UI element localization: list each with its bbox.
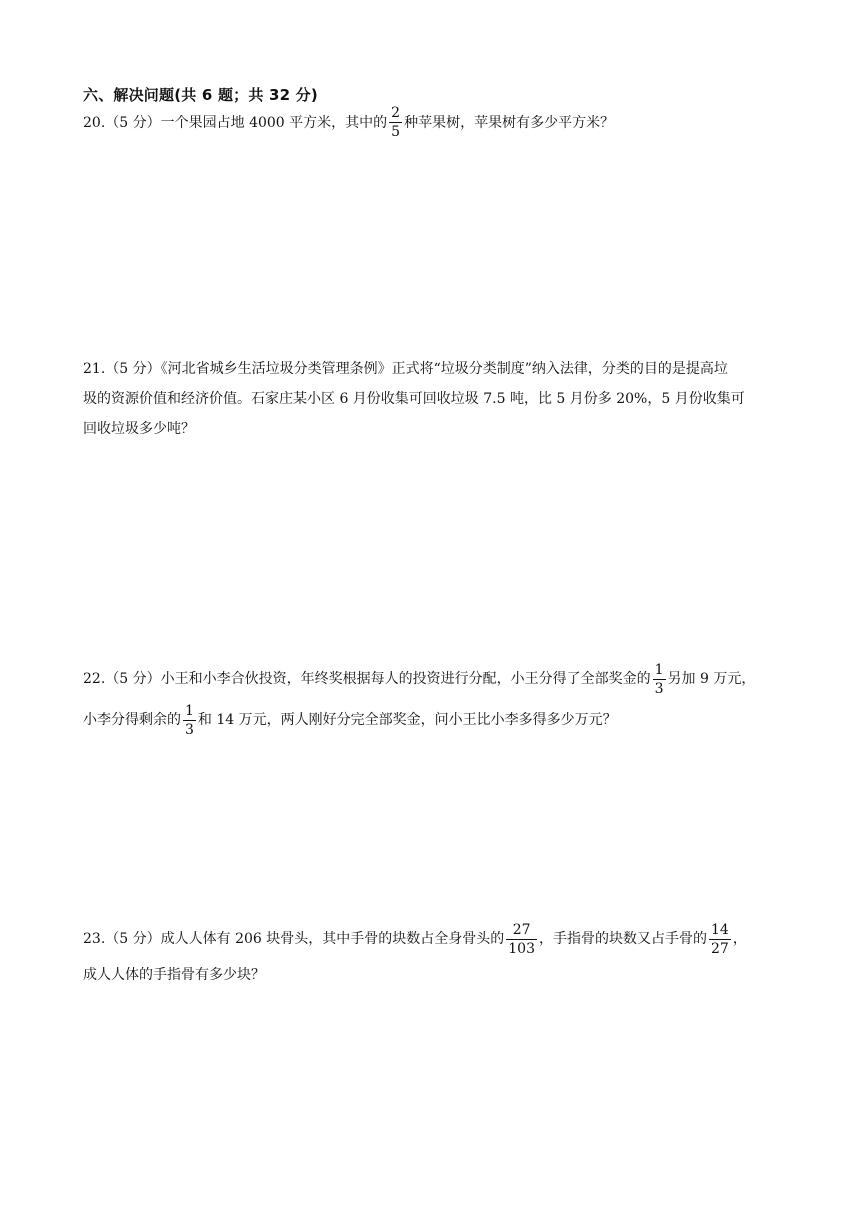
question-22 — [83, 660, 805, 742]
question-23-text-mid: ，手指骨的块数又占手骨的 — [538, 931, 707, 947]
fraction-numerator: 1 — [185, 702, 194, 719]
question-22-line-1 — [83, 660, 755, 698]
question-22-fraction-2 — [183, 703, 196, 738]
fraction-numerator: 2 — [391, 105, 401, 121]
question-22-text-start: 22.（5 分）小王和小李合伙投资，年终奖根据每人的投资进行分配，小王分得了全部奖金的 — [83, 671, 651, 687]
fraction-numerator: 14 — [710, 921, 729, 938]
question-23-text-start: 23.（5 分）成人人体有 206 块骨头，其中手骨的块数占全身骨头的 — [83, 931, 505, 947]
fraction-denominator: 27 — [710, 940, 729, 957]
question-20-text-start: 20.（5 分）一个果园占地 4000 平方米，其中的 — [83, 114, 388, 131]
question-20-fraction — [389, 105, 402, 140]
question-23-fraction-2 — [709, 922, 731, 957]
fraction-denominator: 5 — [391, 124, 401, 140]
section-title: 六、解决问题(共 6 题；共 32 分) — [83, 86, 318, 104]
question-21-line-1: 21.（5 分）《河北省城乡生活垃圾分类管理条例》正式将“垃圾分类制度”纳入法律，分类的目的是提高垃 — [83, 361, 728, 377]
question-23 — [83, 918, 805, 990]
fraction-numerator: 27 — [512, 921, 531, 938]
question-21 — [83, 354, 805, 444]
question-20-line-1 — [83, 105, 614, 140]
question-23-text-end: ， — [732, 931, 747, 947]
question-23-fraction-1 — [506, 922, 537, 957]
question-21-line-3: 回收垃圾多少吨？ — [83, 421, 195, 437]
question-23-line-1 — [83, 918, 747, 960]
fraction-denominator: 103 — [508, 940, 535, 957]
question-21-line-2: 圾的资源价值和经济价值。石家庄某小区 6 月份收集可回收垃圾 7.5 吨，比 5 月份多 20%，5 月份收集可 — [83, 391, 745, 407]
question-22-fraction-1 — [653, 662, 666, 697]
question-23-line-2: 成人人体的手指骨有多少块？ — [83, 967, 265, 983]
fraction-denominator: 3 — [654, 680, 664, 697]
question-22-text-line2-end: 和 14 万元，两人刚好分完全部奖金，问小王比小李多得多少万元？ — [197, 712, 617, 728]
fraction-numerator: 1 — [654, 661, 664, 678]
fraction-denominator: 3 — [185, 721, 194, 738]
question-22-line-2 — [83, 698, 617, 742]
question-22-text-line2-start: 小李分得剩余的 — [83, 712, 181, 728]
question-22-text-mid: 另加 9 万元， — [667, 671, 756, 687]
question-20 — [83, 105, 805, 140]
question-20-text-end: 种苹果树，苹果树有多少平方米？ — [404, 114, 615, 131]
